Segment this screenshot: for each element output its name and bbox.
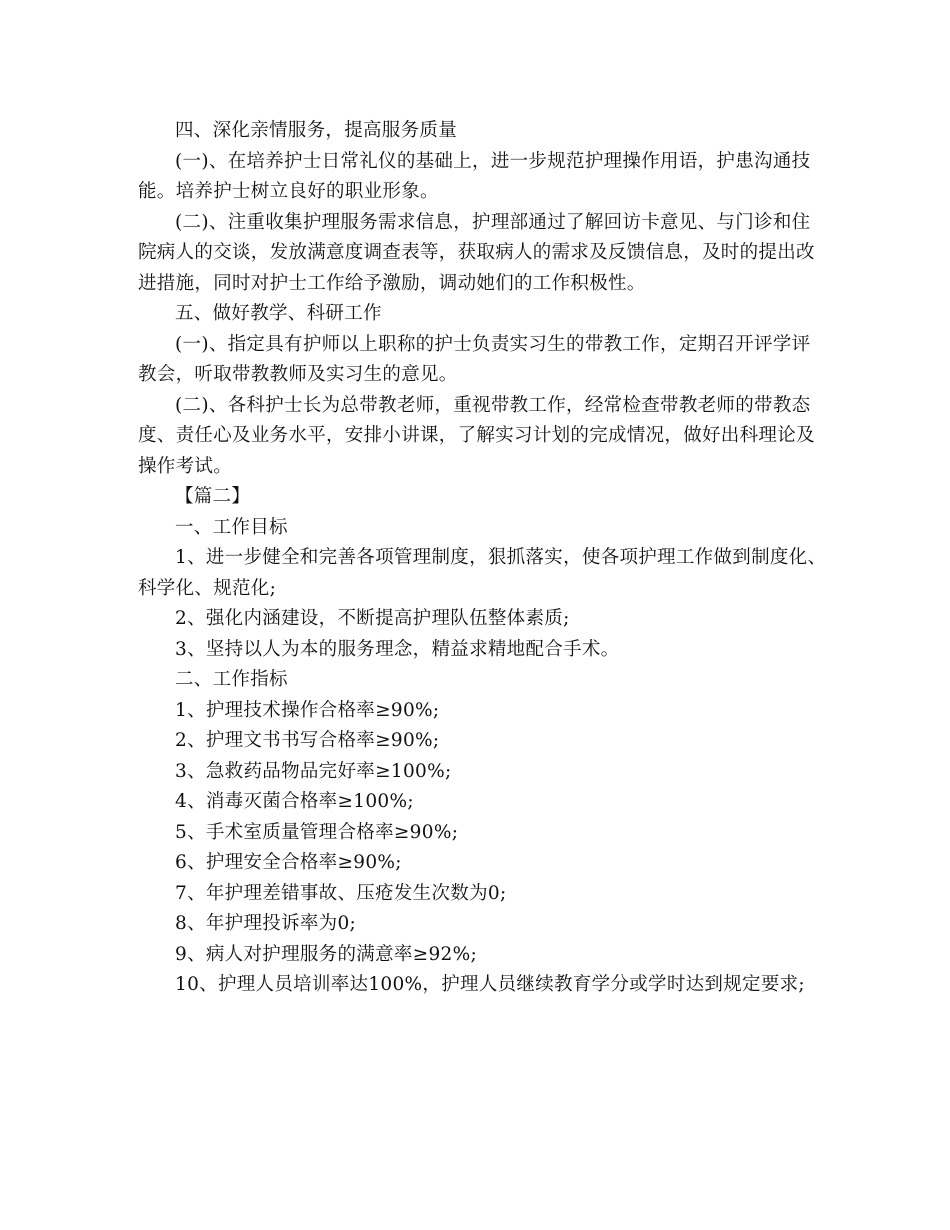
indicator-item-8: 8、年护理投诉率为0;	[175, 913, 357, 934]
goal-item-1: 1、进一步健全和完善各项管理制度，狠抓落实，使各项护理工作做到制度化、科学化、规范化;	[138, 547, 827, 599]
indicator-item-7: 7、年护理差错事故、压疮发生次数为0;	[175, 882, 507, 904]
document-body	[138, 116, 828, 1001]
paragraph-5-1: (一)、指定具有护师以上职称的护士负责实习生的带教工作，定期召开评学评教会，听取带教教师及实习生的意见。	[138, 333, 811, 385]
indicator-item-5: 5、手术室质量管理合格率≥90%;	[175, 821, 459, 843]
indicator-item-3: 3、急救药品物品完好率≥100%;	[175, 760, 452, 782]
paragraph-4-1: (一)、在培养护士日常礼仪的基础上，进一步规范护理操作用语，护患沟通技能。培养护士树立良好的职业形象。	[138, 150, 811, 202]
part-two-heading: 【篇二】	[175, 486, 251, 507]
paragraph-5-2: (二)、各科护士长为总带教老师，重视带教工作，经常检查带教老师的带教态度、责任心及业务水平，安排小讲课，了解实习计划的完成情况，做好出科理论及操作考试。	[138, 394, 815, 477]
indicator-item-10: 10、护理人员培训率达100%，护理人员继续教育学分或学时达到规定要求;	[175, 974, 805, 995]
section-heading-goals: 一、工作目标	[175, 516, 288, 538]
indicator-item-2: 2、护理文书书写合格率≥90%;	[175, 730, 440, 751]
section-heading-indicators: 二、工作指标	[175, 669, 288, 690]
paragraph-4-2: (二)、注重收集护理服务需求信息，护理部通过了解回访卡意见、与门诊和住院病人的交谈，发放满意度调查表等，获取病人的需求及反馈信息，及时的提出改进措施，同时对护士工作给予激励，调动她们的工作积极性。	[138, 211, 815, 294]
goal-item-3: 3、坚持以人为本的服务理念，精益求精地配合手术。	[175, 638, 620, 660]
indicator-item-1: 1、护理技术操作合格率≥90%;	[175, 699, 440, 721]
section-heading-5: 五、做好教学、科研工作	[175, 303, 382, 324]
indicator-item-6: 6、护理安全合格率≥90%;	[175, 852, 402, 873]
indicator-item-4: 4、消毒灭菌合格率≥100%;	[175, 791, 414, 812]
section-heading-4: 四、深化亲情服务，提高服务质量	[175, 120, 458, 141]
goal-item-2: 2、强化内涵建设，不断提高护理队伍整体素质;	[175, 608, 570, 629]
indicator-item-9: 9、病人对护理服务的满意率≥92%;	[175, 943, 478, 965]
